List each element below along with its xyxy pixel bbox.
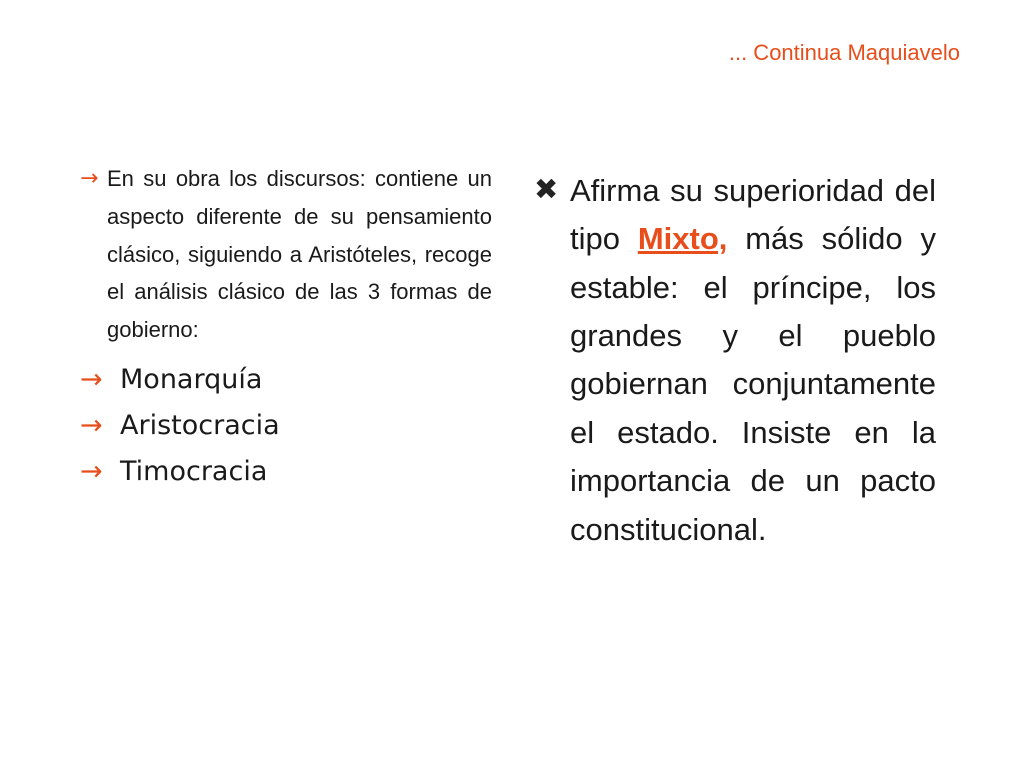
intro-text: En su obra los discursos: contiene un aspecto diferente de su pensamiento clásico, siguiendo a Aristóteles, recoge el análisis clásico de las 3 formas de gobierno:: [107, 166, 492, 343]
arrow-icon: →: [80, 410, 103, 442]
thesis-text-after: más sólido y estable: el príncipe, los grandes y el pueblo gobiernan conjuntamente el estado. Insiste en la importancia de un pacto constitucional.: [570, 221, 936, 547]
thesis-text-before: Afirma su superioridad del tipo: [570, 173, 936, 257]
thesis-paragraph: [534, 167, 936, 554]
form-label: Timocracia: [120, 456, 268, 488]
highlight-mixto: Mixto,: [637, 221, 728, 257]
form-label: Monarquía: [120, 364, 263, 396]
cross-icon: ✖: [534, 172, 559, 206]
intro-paragraph: [80, 160, 492, 349]
list-item: [80, 449, 492, 495]
form-label: Aristocracia: [120, 410, 280, 442]
left-column: [80, 160, 492, 495]
slide-title: ... Continua Maquiavelo: [728, 40, 960, 65]
list-item: [80, 403, 492, 449]
list-item: [80, 357, 492, 403]
arrow-icon: →: [80, 166, 99, 191]
right-column: [534, 167, 936, 554]
arrow-icon: →: [80, 456, 103, 488]
arrow-icon: →: [80, 364, 103, 396]
forms-of-government-list: [80, 357, 492, 495]
